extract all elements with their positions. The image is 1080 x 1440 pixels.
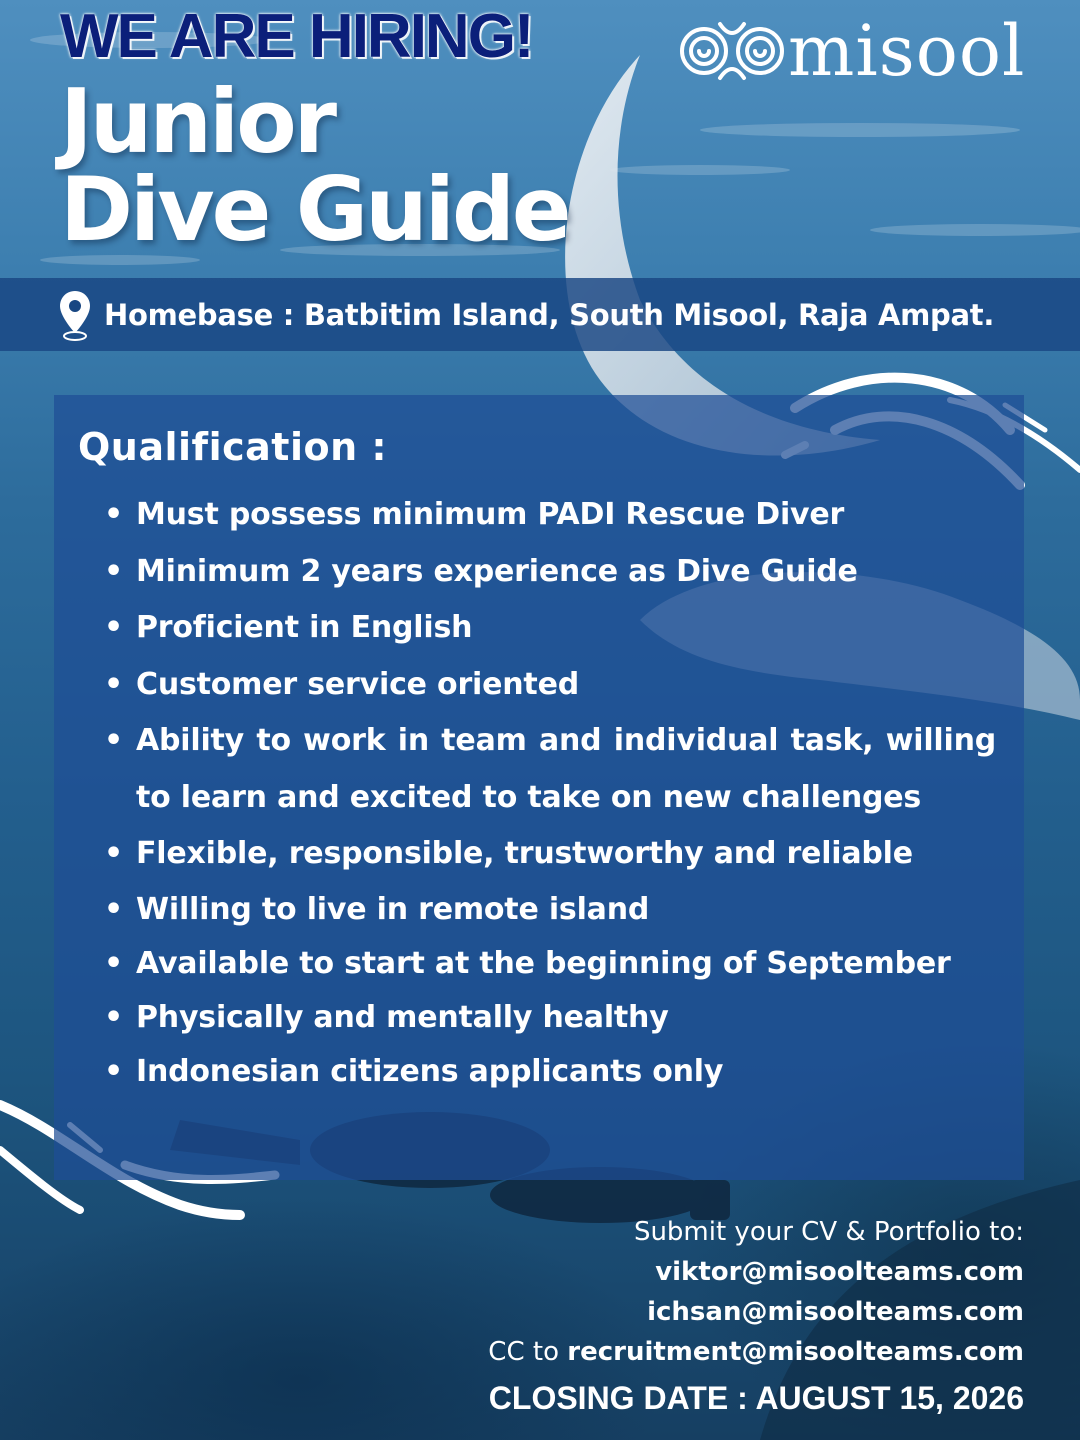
list-item: • Available to start at the beginning of September <box>104 937 996 991</box>
cc-label: CC to <box>488 1337 559 1367</box>
list-item: • Customer service oriented <box>104 657 996 714</box>
qualification-list <box>104 487 996 1099</box>
homebase-bar <box>0 278 1080 351</box>
job-title <box>60 70 569 261</box>
email-ichsan[interactable]: ichsan@misoolteams.com <box>647 1297 1024 1327</box>
list-item: • Minimum 2 years experience as Dive Guide <box>104 544 996 601</box>
list-item: • Willing to live in remote island <box>104 883 996 937</box>
list-item: • Proficient in English <box>104 600 996 657</box>
hiring-headline: WE ARE HIRING! <box>60 2 533 71</box>
job-title-line-2: Dive Guide <box>60 158 569 261</box>
email-recruitment[interactable]: recruitment@misoolteams.com <box>567 1337 1024 1367</box>
job-title-line-1: Junior <box>60 70 335 173</box>
submit-label: Submit your CV & Portfolio to: <box>633 1217 1024 1247</box>
qualification-panel <box>54 395 1024 1180</box>
cc-line <box>404 1332 1024 1372</box>
list-item: • Physically and mentally healthy <box>104 991 996 1045</box>
list-item: • Flexible, responsible, trustworthy and reliable <box>104 826 996 883</box>
contact-section <box>404 1212 1024 1422</box>
list-item: • Indonesian citizens applicants only <box>104 1045 996 1099</box>
closing-date: CLOSING DATE : AUGUST 15, 2026 <box>488 1380 1024 1416</box>
location-pin-icon <box>58 289 92 341</box>
list-item: • Ability to work in team and individual task, willing to learn and excited to take on new challenges <box>104 713 996 826</box>
logo-text: misool <box>788 10 1026 92</box>
qualification-heading: Qualification : <box>78 425 388 469</box>
list-item: • Must possess minimum PADI Rescue Diver <box>104 487 996 544</box>
homebase-text: Homebase : Batbitim Island, South Misool, Raja Ampat. <box>104 297 995 332</box>
email-viktor[interactable]: viktor@misoolteams.com <box>655 1257 1024 1287</box>
double-spiral-logo-icon <box>672 6 792 96</box>
misool-logo <box>672 6 1032 96</box>
